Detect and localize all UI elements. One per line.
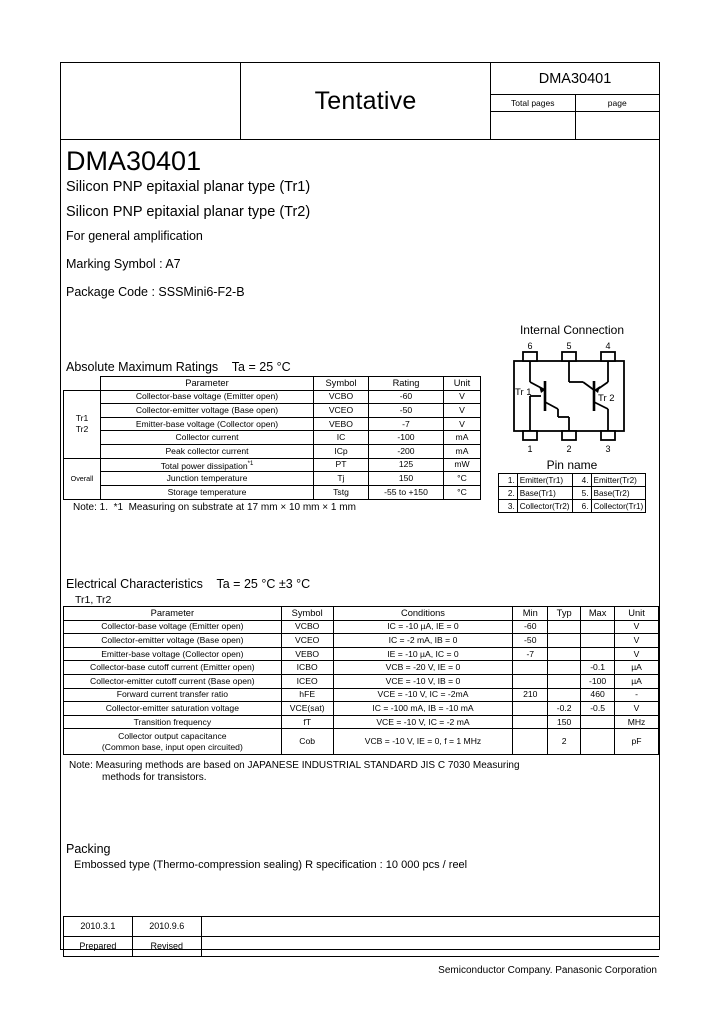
amr-parameter: Collector current bbox=[101, 431, 314, 445]
absolute-max-ratings-heading: Absolute Maximum Ratings Ta = 25 °C bbox=[66, 360, 291, 374]
revision-blank-cell bbox=[201, 917, 659, 937]
ec-symbol: Cob bbox=[281, 729, 333, 755]
ec-max: -0.1 bbox=[581, 661, 615, 675]
ec-parameter: Transition frequency bbox=[64, 715, 282, 729]
ec-unit: V bbox=[615, 647, 659, 661]
ec-col-symbol: Symbol bbox=[281, 607, 333, 621]
amr-col-parameter: Parameter bbox=[101, 377, 314, 391]
pin-name-title: Pin name bbox=[546, 458, 598, 472]
table-row bbox=[64, 404, 481, 418]
revised-label: Revised bbox=[132, 937, 201, 957]
amr-parameter: Emitter-base voltage (Collector open) bbox=[101, 417, 314, 431]
table-row bbox=[64, 715, 659, 729]
ec-note-line2: methods for transistors. bbox=[102, 772, 207, 783]
ec-min bbox=[513, 715, 548, 729]
ec-max: 460 bbox=[581, 688, 615, 702]
pin-num: 5. bbox=[572, 487, 591, 500]
ec-min bbox=[513, 661, 548, 675]
amr-unit: °C bbox=[444, 472, 481, 486]
amr-parameter: Storage temperature bbox=[101, 486, 314, 500]
table-row bbox=[64, 647, 659, 661]
ec-symbol: VCBO bbox=[281, 620, 333, 634]
ec-col-typ: Typ bbox=[548, 607, 581, 621]
packing-detail: Embossed type (Thermo-compression sealing) R specification : 10 000 pcs / reel bbox=[74, 859, 468, 871]
ec-typ bbox=[548, 634, 581, 648]
ec-typ bbox=[548, 674, 581, 688]
amr-symbol: VEBO bbox=[314, 417, 369, 431]
tentative-label: Tentative bbox=[314, 86, 417, 115]
ec-typ bbox=[548, 647, 581, 661]
ec-parameter: Collector-base voltage (Emitter open) bbox=[64, 620, 282, 634]
package-code-line: Package Code : SSSMini6-F2-B bbox=[66, 284, 245, 299]
table-header-row bbox=[64, 607, 659, 621]
header-divider bbox=[61, 139, 659, 140]
ec-symbol: hFE bbox=[281, 688, 333, 702]
pin-num: 6. bbox=[572, 500, 591, 513]
pin-label: Emitter(Tr2) bbox=[591, 474, 646, 487]
amr-rating: -200 bbox=[369, 444, 444, 458]
pin-num: 4. bbox=[572, 474, 591, 487]
ec-unit: V bbox=[615, 702, 659, 716]
ec-col-min: Min bbox=[513, 607, 548, 621]
amr-col-unit: Unit bbox=[444, 377, 481, 391]
pin-label: Base(Tr2) bbox=[591, 487, 646, 500]
tr2-label: Tr 2 bbox=[598, 393, 615, 404]
title-block bbox=[66, 147, 310, 313]
ec-max bbox=[581, 729, 615, 755]
ec-parameter: Forward current transfer ratio bbox=[64, 688, 282, 702]
amr-parameter: Collector-emitter voltage (Base open) bbox=[101, 404, 314, 418]
total-pages-value bbox=[491, 112, 576, 139]
amr-symbol: VCBO bbox=[314, 390, 369, 404]
company-footer: Semiconductor Company. Panasonic Corporation bbox=[438, 965, 657, 976]
pin-label: Collector(Tr1) bbox=[591, 500, 646, 513]
table-row bbox=[64, 674, 659, 688]
table-row bbox=[64, 620, 659, 634]
ec-parameter bbox=[64, 729, 282, 755]
datasheet-page bbox=[60, 62, 660, 976]
pin-number-6: 6 bbox=[527, 341, 533, 351]
amr-symbol: IC bbox=[314, 431, 369, 445]
table-row bbox=[64, 702, 659, 716]
header-blank-cell bbox=[61, 63, 241, 139]
revision-blank-cell-2 bbox=[201, 937, 659, 957]
ec-col-conditions: Conditions bbox=[333, 607, 513, 621]
amr-parameter: Collector-base voltage (Emitter open) bbox=[101, 390, 314, 404]
table-row bbox=[64, 729, 659, 755]
header-status-cell bbox=[241, 63, 491, 139]
pin-num: 1. bbox=[498, 474, 517, 487]
ec-typ bbox=[548, 661, 581, 675]
amr-rating: 125 bbox=[369, 458, 444, 472]
ec-max: -100 bbox=[581, 674, 615, 688]
electrical-characteristics-table bbox=[63, 606, 659, 755]
ec-conditions: IE = -10 µA, IC = 0 bbox=[333, 647, 513, 661]
pin-name-table bbox=[498, 473, 647, 513]
table-row bbox=[64, 688, 659, 702]
ec-conditions: VCB = -10 V, IE = 0, f = 1 MHz bbox=[333, 729, 513, 755]
ec-parameter: Emitter-base voltage (Collector open) bbox=[64, 647, 282, 661]
amr-rating: -100 bbox=[369, 431, 444, 445]
pin-number-5: 5 bbox=[566, 341, 572, 351]
ec-symbol: ICBO bbox=[281, 661, 333, 675]
table-row bbox=[64, 937, 660, 957]
amr-unit: mW bbox=[444, 458, 481, 472]
page-header bbox=[61, 63, 659, 139]
tr1-label: Tr 1 bbox=[515, 387, 532, 398]
amr-col-rating: Rating bbox=[369, 377, 444, 391]
total-pages-label: Total pages bbox=[491, 95, 576, 111]
ec-typ: 2 bbox=[548, 729, 581, 755]
electrical-characteristics-subheading: Tr1, Tr2 bbox=[75, 594, 112, 606]
header-part-number: DMA30401 bbox=[491, 63, 659, 95]
table-row bbox=[64, 444, 481, 458]
amr-parameter bbox=[101, 458, 314, 472]
internal-connection-title: Internal Connection bbox=[519, 323, 625, 337]
amr-symbol: Tstg bbox=[314, 486, 369, 500]
ec-parameter: Collector-emitter saturation voltage bbox=[64, 702, 282, 716]
pin-label: Base(Tr1) bbox=[517, 487, 572, 500]
amr-symbol: VCEO bbox=[314, 404, 369, 418]
amr-symbol: PT bbox=[314, 458, 369, 472]
ec-conditions: IC = -10 µA, IE = 0 bbox=[333, 620, 513, 634]
ec-min: -60 bbox=[513, 620, 548, 634]
page-label: page bbox=[607, 98, 627, 108]
amr-rating: -55 to +150 bbox=[369, 486, 444, 500]
absolute-max-ratings-table bbox=[63, 376, 481, 500]
ec-note-line1: Note: Measuring methods are based on JAPANESE INDUSTRIAL STANDARD JIS C 7030 Measuring bbox=[69, 760, 520, 771]
ec-symbol: VCEO bbox=[281, 634, 333, 648]
ec-typ: -0.2 bbox=[548, 702, 581, 716]
pin-label: Collector(Tr2) bbox=[517, 500, 572, 513]
table-row bbox=[64, 431, 481, 445]
table-row bbox=[64, 661, 659, 675]
ec-conditions: VCE = -10 V, IB = 0 bbox=[333, 674, 513, 688]
revision-table bbox=[63, 916, 659, 957]
amr-unit: mA bbox=[444, 444, 481, 458]
ec-unit: V bbox=[615, 634, 659, 648]
table-row bbox=[64, 417, 481, 431]
revised-date: 2010.9.6 bbox=[132, 917, 201, 937]
pin-number-4: 4 bbox=[605, 341, 611, 351]
amr-col-symbol: Symbol bbox=[314, 377, 369, 391]
internal-connection-block bbox=[487, 323, 657, 513]
ec-symbol: ICEO bbox=[281, 674, 333, 688]
table-row bbox=[64, 458, 481, 472]
amr-rating: -7 bbox=[369, 417, 444, 431]
ec-typ bbox=[548, 688, 581, 702]
ec-unit: µA bbox=[615, 661, 659, 675]
electrical-characteristics-note bbox=[69, 760, 659, 784]
ec-max bbox=[581, 647, 615, 661]
amr-unit: V bbox=[444, 404, 481, 418]
ec-min: -7 bbox=[513, 647, 548, 661]
amr-parameter: Junction temperature bbox=[101, 472, 314, 486]
prepared-date: 2010.3.1 bbox=[64, 917, 133, 937]
marking-symbol-line: Marking Symbol : A7 bbox=[66, 256, 181, 271]
application-line: For general amplification bbox=[66, 229, 203, 244]
amr-group-transistors: Tr1 Tr2 bbox=[64, 390, 101, 458]
amr-unit: V bbox=[444, 390, 481, 404]
table-row bbox=[64, 390, 481, 404]
ec-max bbox=[581, 715, 615, 729]
ec-min: -50 bbox=[513, 634, 548, 648]
packing-heading: Packing bbox=[66, 842, 111, 856]
ec-parameter-line1: Collector output capacitance bbox=[118, 730, 227, 741]
page-value bbox=[576, 112, 660, 139]
electrical-characteristics-heading: Electrical Characteristics Ta = 25 °C ±3 °C bbox=[66, 577, 311, 591]
ec-unit: V bbox=[615, 620, 659, 634]
ec-conditions: VCB = -20 V, IE = 0 bbox=[333, 661, 513, 675]
amr-unit: mA bbox=[444, 431, 481, 445]
amr-symbol: Tj bbox=[314, 472, 369, 486]
ec-symbol: VEBO bbox=[281, 647, 333, 661]
pin-num: 3. bbox=[498, 500, 517, 513]
ec-min bbox=[513, 674, 548, 688]
amr-parameter-text: Total power dissipation bbox=[160, 460, 248, 471]
header-page-values bbox=[491, 112, 659, 139]
internal-connection-diagram bbox=[497, 339, 647, 457]
pin-label: Emitter(Tr1) bbox=[517, 474, 572, 487]
pin-number-3: 3 bbox=[605, 444, 611, 454]
pin-number-2: 2 bbox=[566, 444, 572, 454]
pin-number-1: 1 bbox=[527, 444, 533, 454]
table-row bbox=[498, 500, 646, 513]
table-row bbox=[498, 487, 646, 500]
subtitle-tr1: Silicon PNP epitaxial planar type (Tr1) bbox=[66, 179, 311, 196]
amr-parameter: Peak collector current bbox=[101, 444, 314, 458]
amr-rating: -50 bbox=[369, 404, 444, 418]
ec-col-parameter: Parameter bbox=[64, 607, 282, 621]
prepared-label: Prepared bbox=[64, 937, 133, 957]
ec-unit: µA bbox=[615, 674, 659, 688]
ec-conditions: VCE = -10 V, IC = -2mA bbox=[333, 688, 513, 702]
table-header-row bbox=[64, 377, 481, 391]
ec-min: 210 bbox=[513, 688, 548, 702]
ec-conditions: IC = -100 mA, IB = -10 mA bbox=[333, 702, 513, 716]
amr-unit: °C bbox=[444, 486, 481, 500]
ec-col-unit: Unit bbox=[615, 607, 659, 621]
ec-parameter: Collector-emitter voltage (Base open) bbox=[64, 634, 282, 648]
amr-group-overall: Overall bbox=[64, 458, 101, 499]
amr-rating: 150 bbox=[369, 472, 444, 486]
ec-col-max: Max bbox=[581, 607, 615, 621]
amr-unit: V bbox=[444, 417, 481, 431]
amr-rating: -60 bbox=[369, 390, 444, 404]
ec-unit: pF bbox=[615, 729, 659, 755]
pin-num: 2. bbox=[498, 487, 517, 500]
ec-parameter: Collector-emitter cutoff current (Base open) bbox=[64, 674, 282, 688]
ec-max bbox=[581, 620, 615, 634]
table-row bbox=[64, 917, 660, 937]
ec-symbol: fT bbox=[281, 715, 333, 729]
amr-footnote-marker: *1 bbox=[247, 460, 254, 467]
ec-conditions: VCE = -10 V, IC = -2 mA bbox=[333, 715, 513, 729]
table-row bbox=[64, 472, 481, 486]
absolute-max-ratings-note: Note: 1. *1 Measuring on substrate at 17 mm × 10 mm × 1 mm bbox=[73, 502, 356, 513]
table-row bbox=[498, 474, 646, 487]
ec-parameter-line2: (Common base, input open circuited) bbox=[101, 741, 243, 752]
header-page-labels bbox=[491, 95, 659, 112]
ec-unit: - bbox=[615, 688, 659, 702]
ec-parameter: Collector-base cutoff current (Emitter open) bbox=[64, 661, 282, 675]
amr-symbol: ICp bbox=[314, 444, 369, 458]
page-title: DMA30401 bbox=[66, 146, 202, 176]
ec-typ bbox=[548, 620, 581, 634]
ec-typ: 150 bbox=[548, 715, 581, 729]
ec-max bbox=[581, 634, 615, 648]
ec-max: -0.5 bbox=[581, 702, 615, 716]
amr-col-group bbox=[64, 377, 101, 391]
ec-min bbox=[513, 702, 548, 716]
header-part-cell bbox=[491, 63, 659, 139]
ec-conditions: IC = -2 mA, IB = 0 bbox=[333, 634, 513, 648]
table-row bbox=[64, 634, 659, 648]
table-row bbox=[64, 486, 481, 500]
ec-unit: MHz bbox=[615, 715, 659, 729]
ec-min bbox=[513, 729, 548, 755]
subtitle-tr2: Silicon PNP epitaxial planar type (Tr2) bbox=[66, 204, 311, 221]
ec-symbol: VCE(sat) bbox=[281, 702, 333, 716]
